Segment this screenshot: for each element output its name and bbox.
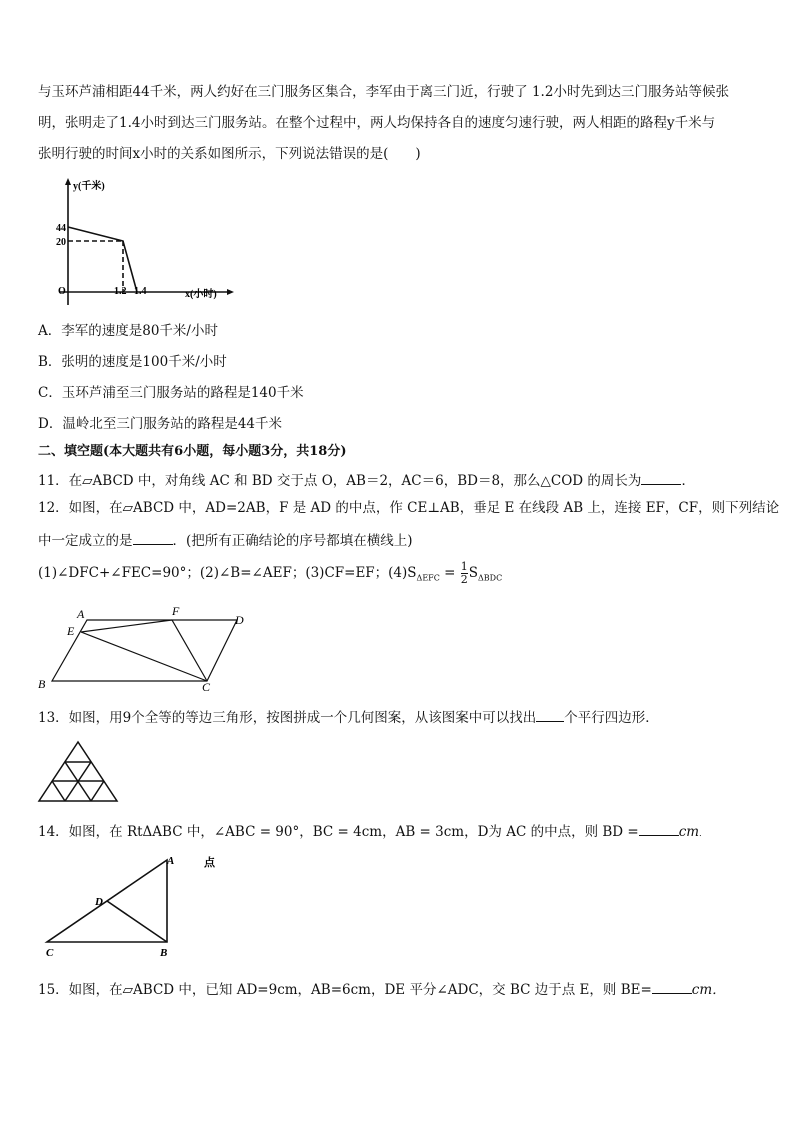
q12-answer-blank[interactable] [133,532,173,545]
segment-fc [172,620,207,681]
graph-line [68,227,137,292]
label-f: F [172,604,180,618]
q11-text: 11．在▱ABCD 中，对角线 AC 和 BD 交于点 O，AB＝2，AC＝6，BD＝8，那么△COD 的周长为 [38,473,642,489]
question-13: 13．如图，用9个全等的等边三角形，按图拼成一个几何图案，从该图案中可以找出 个平行四边形． [38,710,659,726]
label-b: B [38,677,46,691]
label-c: C [46,947,54,959]
problem10-line3: 张明行驶的时间x小时的关系如图所示，下列说法错误的是( ) [38,146,421,162]
option-a: A．李军的速度是80千米/小时 [38,323,218,339]
q13-answer-blank[interactable] [536,709,564,722]
label-b: B [160,947,168,959]
problem10-line1: 与玉环芦浦相距44千米，两人约好在三门服务区集合，李军由于离三门近，行驶了 1.2小时先到达三门服务站等候张 [38,84,729,100]
label-d: D [95,896,103,908]
fraction-one-half: $\frac{1}{2}$ [460,560,468,586]
section-heading: 二、填空题(本大题共有6小题，每小题3分，共18分) [38,444,347,459]
distance-time-graph [40,170,280,310]
option-c: C．玉环芦浦至三门服务站的路程是140千米 [38,385,304,401]
segment-ec [81,632,207,681]
outer-triangle [39,742,117,801]
option-b: B．张明的速度是100千米/小时 [38,354,227,370]
question-15: 15．如图，在▱ABCD 中，已知 AD=9cm，AB=6cm，DE 平分∠ADC，交 BC 边于点 E，则 BE= cm． [38,982,726,998]
label-e: E [67,624,75,638]
q12-line1: 12．如图，在▱ABCD 中，AD=2AB，F 是 AD 的中点，作 CE⊥AB，垂足 E 在线段 AB 上，连接 EF，CF，则下列结论 [38,500,780,516]
label-c: C [202,680,211,694]
q14-answer-blank[interactable] [639,823,679,836]
label-dian: 点 [204,857,215,869]
graph-xtick-1-2: 1.2 [114,286,127,297]
label-a: A [77,607,85,621]
option-d: D．温岭北至三门服务站的路程是44千米 [38,416,283,432]
right-triangle-figure [38,852,228,962]
graph-origin: O [58,286,66,297]
question-11: 11．在▱ABCD 中，对角线 AC 和 BD 交于点 O，AB＝2，AC＝6，BD＝8，那么△COD 的周长为 ． [38,473,695,489]
triangle-pattern-figure [36,738,126,808]
graph-xtick-1-4: 1.4 [134,286,147,297]
label-d: D [235,613,244,627]
q11-answer-blank[interactable] [641,472,681,485]
graph-xlabel: x(小时) [185,289,217,300]
segment-bd [107,901,167,942]
q12-line3: (1)∠DFC+∠FEC=90°；(2)∠B=∠AEF；(3)CF=EF；$(4)S_{\Delta EFC}$ = $\frac{1}{2}$ $S_{\Delta BDC}$ [38,560,503,586]
label-a: A [167,855,175,867]
segment-ef [81,620,172,632]
graph-ytick-20: 20 [56,237,66,248]
question-14: 14．如图，在 RtΔABC 中，∠ABC = 90°，BC = 4cm，AB = 3cm，D为 AC 的中点，则 BD = cm． [38,824,708,840]
parallelogram-figure [30,603,270,693]
graph-ylabel: y(千米) [73,181,105,192]
parallelogram-abcd [52,620,237,681]
graph-ytick-44: 44 [56,223,66,234]
problem10-line2: 明，张明走了1.4小时到达三门服务站。在整个过程中，两人均保持各自的速度匀速行驶，两人相距的路程y千米与 [38,115,716,131]
q12-line2: 中一定成立的是 ．(把所有正确结论的序号都填在横线上) [38,533,413,549]
q15-answer-blank[interactable] [652,981,692,994]
